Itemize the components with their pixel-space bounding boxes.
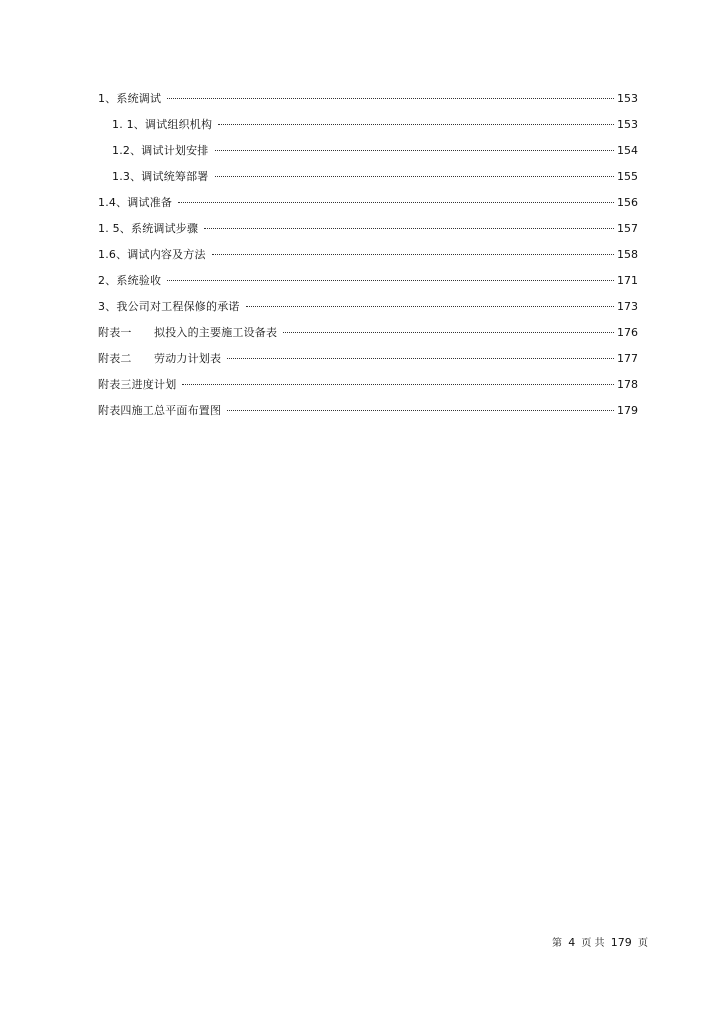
toc-entry-page: 179: [617, 404, 638, 417]
toc-dot-leader: [246, 306, 614, 307]
toc-entry-title: 附表二 劳动力计划表: [98, 352, 222, 365]
toc-entry-page: 173: [617, 300, 638, 313]
toc-entry-title: 附表三进度计划: [98, 378, 177, 391]
footer-total-pages: 179: [610, 936, 632, 949]
toc-entry-title: 3、我公司对工程保修的承诺: [98, 300, 240, 313]
toc-dot-leader: [215, 176, 615, 177]
toc-entry[interactable]: [98, 346, 638, 372]
toc-entry[interactable]: [98, 138, 638, 164]
toc-entry-title: 1.4、调试准备: [98, 196, 173, 209]
footer-current-page: 4: [568, 936, 576, 949]
toc-entry[interactable]: [98, 112, 638, 138]
toc-dot-leader: [178, 202, 614, 203]
toc-entry-page: 155: [617, 170, 638, 183]
toc-entry[interactable]: [98, 320, 638, 346]
toc-dot-leader: [204, 228, 614, 229]
toc-entry[interactable]: [98, 294, 638, 320]
toc-entry-title: 1、系统调试: [98, 92, 162, 105]
toc-entry-page: 171: [617, 274, 638, 287]
toc-entry[interactable]: [98, 398, 638, 424]
toc-dot-leader: [283, 332, 614, 333]
toc-entry-page: 178: [617, 378, 638, 391]
toc-entry-title: 附表四施工总平面布置图: [98, 404, 222, 417]
toc-dot-leader: [227, 358, 614, 359]
toc-entry-page: 153: [617, 118, 638, 131]
toc-entry-title: 1.2、调试计划安排: [112, 144, 209, 157]
toc-entry-title: 1. 5、系统调试步骤: [98, 222, 199, 235]
page-footer: [552, 934, 648, 949]
toc-entry-page: 156: [617, 196, 638, 209]
toc-dot-leader: [182, 384, 614, 385]
footer-suffix: 页: [637, 938, 648, 949]
toc-dot-leader: [167, 98, 614, 99]
toc-entry-page: 177: [617, 352, 638, 365]
toc-entry[interactable]: [98, 242, 638, 268]
toc-dot-leader: [215, 150, 615, 151]
toc-entry[interactable]: [98, 216, 638, 242]
footer-middle: 页 共: [581, 938, 605, 949]
toc-entry[interactable]: [98, 164, 638, 190]
toc-entry[interactable]: [98, 86, 638, 112]
toc-entry-page: 153: [617, 92, 638, 105]
toc-entry-page: 176: [617, 326, 638, 339]
toc-dot-leader: [167, 280, 614, 281]
toc-entry-title: 1.3、调试统筹部署: [112, 170, 209, 183]
toc-entry-title: 1. 1、调试组织机构: [112, 118, 213, 131]
toc-entry[interactable]: [98, 190, 638, 216]
toc-entry-title: 附表一 拟投入的主要施工设备表: [98, 326, 278, 339]
toc-entry-title: 1.6、调试内容及方法: [98, 248, 206, 261]
toc-entry-page: 157: [617, 222, 638, 235]
toc-entry[interactable]: [98, 268, 638, 294]
toc-entry-page: 154: [617, 144, 638, 157]
toc-entry-page: 158: [617, 248, 638, 261]
toc-dot-leader: [218, 124, 614, 125]
toc-entry-title: 2、系统验收: [98, 274, 162, 287]
toc-dot-leader: [212, 254, 614, 255]
table-of-contents: [98, 86, 638, 424]
footer-prefix: 第: [552, 938, 562, 949]
toc-entry[interactable]: [98, 372, 638, 398]
toc-dot-leader: [227, 410, 614, 411]
